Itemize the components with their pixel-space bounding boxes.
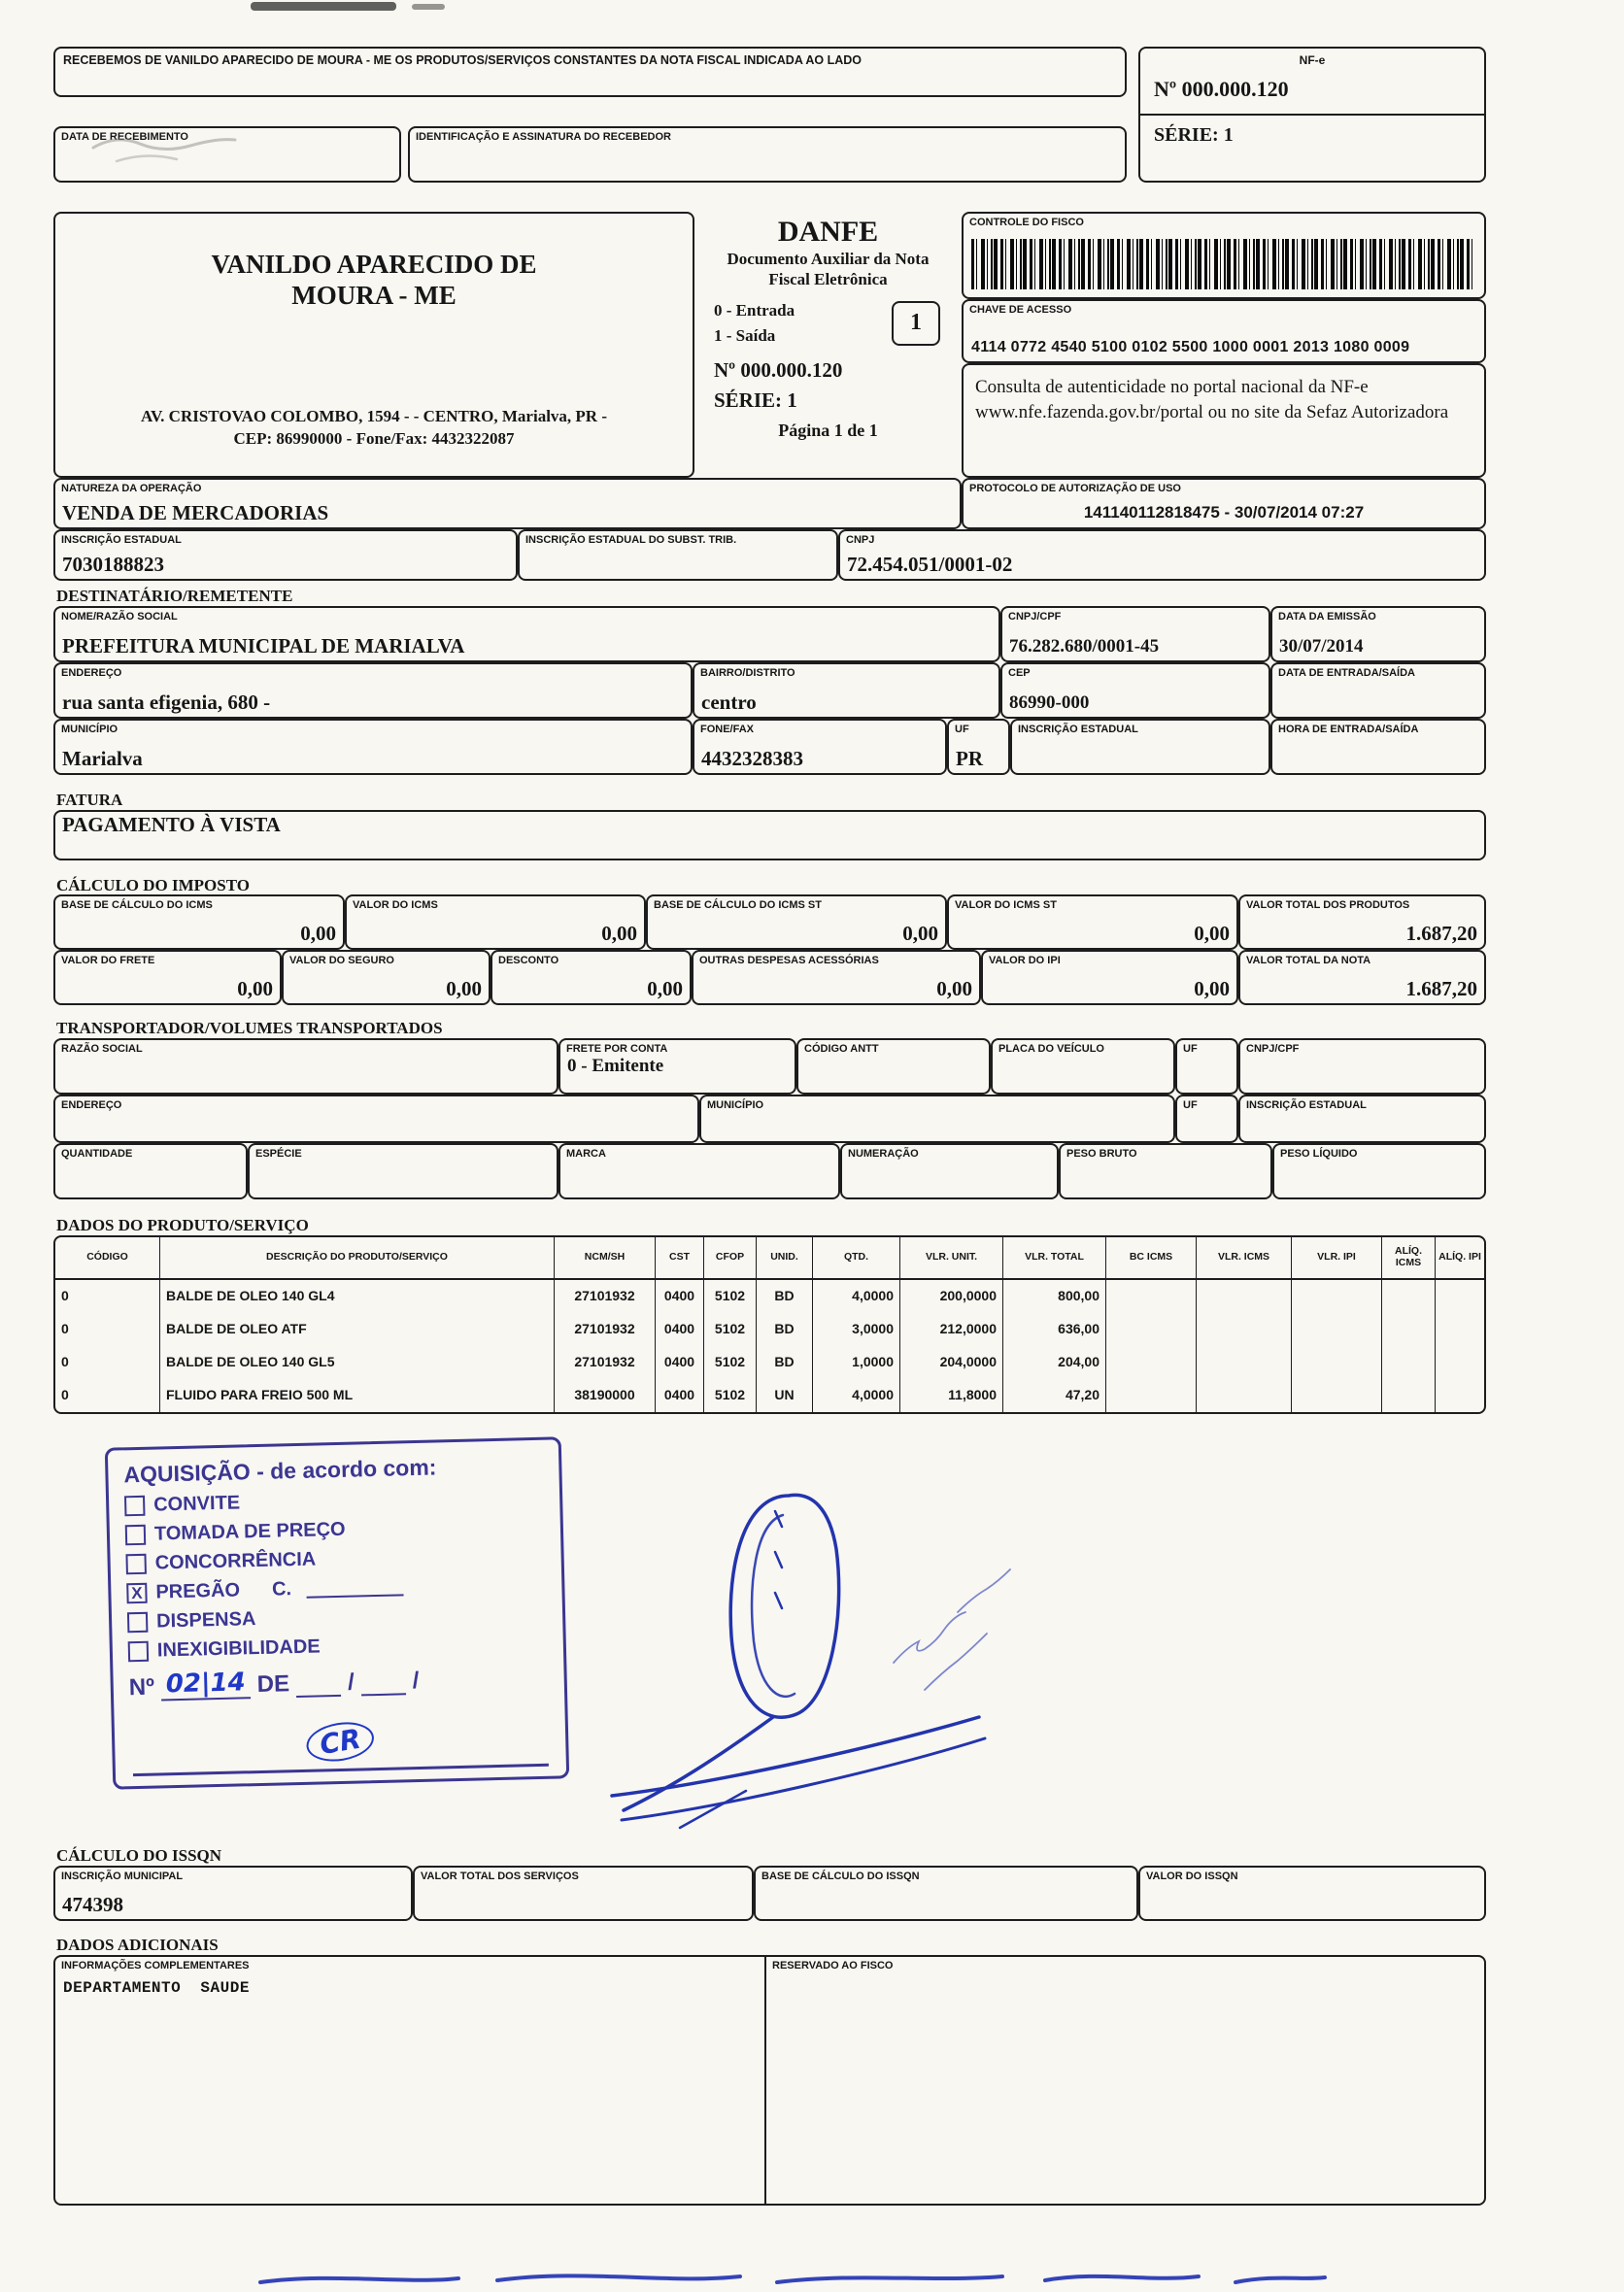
stamp-signature-line	[132, 1718, 549, 1776]
dest-cnpj-value: 76.282.680/0001-45	[1009, 636, 1160, 657]
stamp-item-label: PREGÃO	[155, 1579, 241, 1603]
dest-district-box	[693, 662, 1000, 719]
col-header: CST	[656, 1237, 704, 1280]
danfe-subtitle	[694, 249, 962, 290]
additional-data-box	[53, 1955, 1486, 2206]
product-cell: 5102	[704, 1280, 757, 1313]
complementary-info-label: INFORMAÇÕES COMPLEMENTARES	[61, 1960, 250, 1972]
product-cell: BALDE DE OLEO ATF	[160, 1313, 555, 1346]
stamp-date-blank	[361, 1675, 406, 1696]
product-cell: 204,0000	[900, 1346, 1003, 1379]
vlr-icms-value: 0,00	[601, 921, 637, 945]
authenticity-box	[962, 363, 1486, 478]
transp-peso-liquido-box	[1272, 1143, 1486, 1199]
transp-endereco-label: ENDEREÇO	[61, 1099, 122, 1111]
dest-name-value: PREFEITURA MUNICIPAL DE MARIALVA	[62, 633, 465, 657]
col-header: DESCRIÇÃO DO PRODUTO/SERVIÇO	[160, 1237, 555, 1280]
faint-script-ink	[894, 1569, 1010, 1690]
bc-icms-st-value: 0,00	[902, 921, 938, 945]
emitter-address-line2: CEP: 86990000 - Fone/Fax: 4432322087	[233, 429, 515, 449]
transp-antt-label: CÓDIGO ANTT	[804, 1043, 879, 1055]
outras-despesas-box	[692, 950, 981, 1005]
frete-box	[53, 950, 282, 1005]
transp-frete-conta-box	[558, 1038, 796, 1095]
product-cell: BALDE DE OLEO 140 GL4	[160, 1280, 555, 1313]
transp-peso-bruto-box	[1059, 1143, 1272, 1199]
fisco-control-label: CONTROLE DO FISCO	[969, 217, 1084, 228]
seguro-value: 0,00	[446, 976, 482, 1000]
stamp-item-label: DISPENSA	[155, 1608, 256, 1633]
transp-quantidade-label: QUANTIDADE	[61, 1148, 133, 1160]
col-header: ALÍQ. IPI	[1436, 1237, 1484, 1280]
dest-emission-box	[1270, 606, 1486, 662]
dest-address-label: ENDEREÇO	[61, 667, 122, 679]
stamp-item-label: INEXIGIBILIDADE	[156, 1635, 321, 1662]
dest-district-label: BAIRRO/DISTRITO	[700, 667, 795, 679]
dest-phone-box	[693, 719, 947, 775]
stamp-blank-line	[306, 1578, 403, 1598]
product-cell: 3,0000	[813, 1313, 900, 1346]
total-nota-label: VALOR TOTAL DA NOTA	[1246, 955, 1371, 966]
stamp-slash: /	[412, 1667, 420, 1695]
dest-entry-date-box	[1270, 662, 1486, 719]
total-produtos-label: VALOR TOTAL DOS PRODUTOS	[1246, 899, 1410, 911]
product-cell: UN	[757, 1379, 813, 1412]
section-fatura: FATURA	[56, 791, 123, 809]
access-key-box	[962, 299, 1486, 363]
emitter-name	[55, 249, 693, 312]
subst-registration-label: INSCRIÇÃO ESTADUAL DO SUBST. TRIB.	[525, 534, 737, 546]
scan-edge-artifact	[251, 2, 445, 11]
dest-entry-date-label: DATA DE ENTRADA/SAÍDA	[1278, 667, 1415, 679]
dest-emission-value: 30/07/2014	[1279, 636, 1364, 657]
dest-cep-value: 86990-000	[1009, 692, 1090, 714]
product-cell: 27101932	[555, 1280, 656, 1313]
state-registration-label: INSCRIÇÃO ESTADUAL	[61, 534, 182, 546]
fatura-box	[53, 810, 1486, 860]
dest-city-box	[53, 719, 693, 775]
dest-name-box	[53, 606, 1000, 662]
emitter-name-line1: VANILDO APARECIDO DE	[211, 250, 537, 279]
dest-city-value: Marialva	[62, 746, 143, 770]
receipt-statement: RECEBEMOS DE VANILDO APARECIDO DE MOURA - ME OS PRODUTOS/SERVIÇOS CONSTANTES DA NOTA FISCAL INDICADA AO LADO	[63, 53, 863, 67]
transp-uf1-box	[1175, 1038, 1238, 1095]
state-registration-value: 7030188823	[62, 552, 164, 576]
transp-peso-bruto-label: PESO BRUTO	[1066, 1148, 1137, 1160]
checkbox-pregao-checked	[126, 1583, 148, 1604]
emitter-name-line2: MOURA - ME	[291, 281, 457, 311]
checkbox-dispensa	[127, 1612, 149, 1634]
issqn-servicos-box	[413, 1866, 754, 1921]
authenticity-text: Consulta de autenticidade no portal nacional da NF-e www.nfe.fazenda.gov.br/portal ou no site da Sefaz Autorizadora	[975, 377, 1449, 422]
col-header: ALÍQ. ICMS	[1382, 1237, 1436, 1280]
stamp-item	[124, 1485, 544, 1518]
operation-nature-value: VENDA DE MERCADORIAS	[62, 500, 329, 524]
product-cell: 27101932	[555, 1313, 656, 1346]
state-registration-box	[53, 529, 518, 581]
dest-entry-time-box	[1270, 719, 1486, 775]
dest-ie-label: INSCRIÇÃO ESTADUAL	[1018, 724, 1138, 735]
product-cell-empty	[1436, 1313, 1484, 1346]
stamp-number-row	[128, 1663, 549, 1702]
handwritten-number: 02|14	[165, 1668, 247, 1700]
emitter-address	[63, 406, 685, 451]
transp-placa-label: PLACA DO VEÍCULO	[998, 1043, 1104, 1055]
dest-address-box	[53, 662, 693, 719]
outras-despesas-label: OUTRAS DESPESAS ACESSÓRIAS	[699, 955, 879, 966]
fisco-control-box	[962, 212, 1486, 299]
col-header: BC ICMS	[1106, 1237, 1197, 1280]
dest-district-value: centro	[701, 690, 757, 714]
operation-nature-label: NATUREZA DA OPERAÇÃO	[61, 483, 202, 494]
checkbox-x-mark: X	[131, 1583, 143, 1602]
stamp-title: AQUISIÇÃO - de acordo com:	[123, 1454, 437, 1488]
bc-icms-st-label: BASE DE CÁLCULO DO ICMS ST	[654, 899, 822, 911]
danfe-saida: 1 - Saída	[714, 325, 776, 345]
stamp-item	[127, 1601, 547, 1635]
product-cell: BD	[757, 1280, 813, 1313]
stamp-date-blank	[296, 1677, 341, 1698]
vlr-icms-box	[345, 894, 646, 950]
section-produtos: DADOS DO PRODUTO/SERVIÇO	[56, 1216, 309, 1234]
product-cell: 5102	[704, 1313, 757, 1346]
stamp-de-label: DE	[256, 1670, 290, 1699]
col-header: QTD.	[813, 1237, 900, 1280]
total-nota-box	[1238, 950, 1486, 1005]
issqn-inscricao-value: 474398	[62, 1892, 123, 1916]
section-transportador: TRANSPORTADOR/VOLUMES TRANSPORTADOS	[56, 1019, 443, 1037]
product-cell: 4,0000	[813, 1280, 900, 1313]
product-cell-empty	[1106, 1280, 1197, 1313]
nfe-tag: NF-e	[1299, 53, 1326, 67]
dest-uf-label: UF	[955, 724, 969, 735]
product-cell: BD	[757, 1313, 813, 1346]
col-header: VLR. UNIT.	[900, 1237, 1003, 1280]
total-produtos-box	[1238, 894, 1486, 950]
transp-especie-label: ESPÉCIE	[255, 1148, 302, 1160]
stamp-initials: CR	[303, 1717, 377, 1766]
desconto-label: DESCONTO	[498, 955, 559, 966]
product-row: 0	[55, 1379, 160, 1412]
total-nota-value: 1.687,20	[1405, 976, 1477, 1000]
transp-cnpj-box	[1238, 1038, 1486, 1095]
product-cell-empty	[1292, 1280, 1382, 1313]
product-cell-empty	[1292, 1313, 1382, 1346]
stamp-item-label: CONVITE	[152, 1492, 241, 1516]
frete-label: VALOR DO FRETE	[61, 955, 155, 966]
product-cell-empty	[1382, 1313, 1436, 1346]
fisco-reserved-pane	[766, 1957, 1484, 2204]
subst-registration-box	[518, 529, 838, 581]
checkbox-concorrencia	[125, 1554, 147, 1575]
dest-city-label: MUNICÍPIO	[61, 724, 118, 735]
product-cell-empty	[1436, 1280, 1484, 1313]
transp-endereco-box	[53, 1095, 699, 1143]
receipt-statement-box	[53, 47, 1127, 97]
dest-entry-time-label: HORA DE ENTRADA/SAÍDA	[1278, 724, 1419, 735]
stamp-item	[125, 1514, 545, 1547]
transp-razao-box	[53, 1038, 558, 1095]
transp-quantidade-box	[53, 1143, 248, 1199]
signature-ink	[612, 1495, 985, 1828]
transp-cnpj-label: CNPJ/CPF	[1246, 1043, 1300, 1055]
dest-emission-label: DATA DA EMISSÃO	[1278, 611, 1376, 623]
product-cell: 27101932	[555, 1346, 656, 1379]
product-cell-empty	[1436, 1379, 1484, 1412]
dest-cnpj-box	[1000, 606, 1270, 662]
product-cell-empty	[1197, 1313, 1292, 1346]
bc-icms-value: 0,00	[300, 921, 336, 945]
transp-municipio-label: MUNICÍPIO	[707, 1099, 764, 1111]
protocol-box	[962, 478, 1486, 529]
stamp-numero-blank	[161, 1669, 252, 1701]
transp-antt-box	[796, 1038, 991, 1095]
issqn-base-box	[754, 1866, 1138, 1921]
transp-municipio-box	[699, 1095, 1175, 1143]
col-header: NCM/SH	[555, 1237, 656, 1280]
product-cell-empty	[1382, 1346, 1436, 1379]
receipt-signature-box	[408, 126, 1127, 183]
dest-name-label: NOME/RAZÃO SOCIAL	[61, 611, 178, 623]
product-cell: 0400	[656, 1379, 704, 1412]
danfe-subtitle-line1: Documento Auxiliar da Nota	[727, 250, 930, 268]
section-destinatario: DESTINATÁRIO/REMETENTE	[56, 587, 293, 605]
col-header: CFOP	[704, 1237, 757, 1280]
product-cell-empty	[1197, 1280, 1292, 1313]
product-cell-empty	[1106, 1379, 1197, 1412]
product-row: 0	[55, 1346, 160, 1379]
dest-address-value: rua santa efigenia, 680 -	[62, 690, 271, 714]
desconto-box	[491, 950, 692, 1005]
stamp-item-label: TOMADA DE PREÇO	[153, 1518, 346, 1545]
section-issqn: CÁLCULO DO ISSQN	[56, 1846, 222, 1865]
barcode	[971, 239, 1476, 289]
seguro-box	[282, 950, 491, 1005]
bc-icms-box	[53, 894, 345, 950]
nfe-series: SÉRIE: 1	[1154, 124, 1234, 146]
product-cell: 4,0000	[813, 1379, 900, 1412]
transp-uf2-label: UF	[1183, 1099, 1198, 1111]
product-row: 0	[55, 1313, 160, 1346]
danfe-series: SÉRIE: 1	[714, 388, 797, 413]
stamp-slash: /	[347, 1668, 355, 1696]
receipt-date-label: DATA DE RECEBIMENTO	[61, 131, 188, 143]
product-cell: 212,0000	[900, 1313, 1003, 1346]
product-cell: 0400	[656, 1313, 704, 1346]
danfe-header	[694, 212, 962, 478]
cnpj-label: CNPJ	[846, 534, 875, 546]
vlr-icms-st-value: 0,00	[1194, 921, 1230, 945]
vlr-icms-label: VALOR DO ICMS	[353, 899, 438, 911]
col-header: VLR. IPI	[1292, 1237, 1382, 1280]
transp-numeracao-box	[840, 1143, 1059, 1199]
danfe-subtitle-line2: Fiscal Eletrônica	[768, 270, 888, 289]
dest-uf-box	[947, 719, 1010, 775]
dest-cep-label: CEP	[1008, 667, 1031, 679]
receipt-nfe-box	[1138, 47, 1486, 183]
product-cell-empty	[1197, 1346, 1292, 1379]
stamp-item-label: CONCORRÊNCIA	[154, 1548, 317, 1574]
complementary-info-pane	[55, 1957, 766, 2204]
dest-ie-box	[1010, 719, 1270, 775]
product-cell: 204,00	[1003, 1346, 1106, 1379]
danfe-number: Nº 000.000.120	[714, 358, 843, 383]
product-cell-empty	[1106, 1346, 1197, 1379]
protocol-value: 141140112818475 - 30/07/2014 07:27	[1083, 503, 1365, 522]
issqn-base-label: BASE DE CÁLCULO DO ISSQN	[761, 1871, 920, 1882]
checkbox-tomada	[125, 1525, 147, 1546]
product-cell: 800,00	[1003, 1280, 1106, 1313]
product-cell-empty	[1292, 1379, 1382, 1412]
desconto-value: 0,00	[647, 976, 683, 1000]
checkbox-convite	[124, 1496, 146, 1517]
dest-cep-box	[1000, 662, 1270, 719]
cnpj-box	[838, 529, 1486, 581]
emitter-box	[53, 212, 694, 478]
stamp-item	[126, 1572, 546, 1605]
col-header: VLR. TOTAL	[1003, 1237, 1106, 1280]
total-produtos-value: 1.687,20	[1405, 921, 1477, 945]
transp-frete-conta-value: 0 - Emitente	[567, 1056, 664, 1077]
issqn-valor-box	[1138, 1866, 1486, 1921]
col-header: VLR. ICMS	[1197, 1237, 1292, 1280]
frete-value: 0,00	[237, 976, 273, 1000]
operation-nature-box	[53, 478, 962, 529]
seguro-label: VALOR DO SEGURO	[289, 955, 394, 966]
dest-phone-value: 4432328383	[701, 746, 803, 770]
danfe-entry-exit-lines	[714, 298, 795, 350]
dest-phone-label: FONE/FAX	[700, 724, 755, 735]
product-cell: 0400	[656, 1346, 704, 1379]
stamp-item	[128, 1631, 548, 1664]
product-row: 0	[55, 1280, 160, 1313]
product-cell-empty	[1197, 1379, 1292, 1412]
transp-numeracao-label: NUMERAÇÃO	[848, 1148, 919, 1160]
product-cell-empty	[1436, 1346, 1484, 1379]
product-cell: BD	[757, 1346, 813, 1379]
issqn-servicos-label: VALOR TOTAL DOS SERVIÇOS	[421, 1871, 579, 1882]
fisco-reserved-label: RESERVADO AO FISCO	[772, 1960, 894, 1972]
product-cell-empty	[1106, 1313, 1197, 1346]
dest-uf-value: PR	[956, 746, 983, 770]
product-cell: 0400	[656, 1280, 704, 1313]
danfe-entrada: 0 - Entrada	[714, 300, 795, 320]
product-cell: 38190000	[555, 1379, 656, 1412]
stamp-item	[125, 1543, 545, 1576]
product-cell: 200,0000	[900, 1280, 1003, 1313]
protocol-label: PROTOCOLO DE AUTORIZAÇÃO DE USO	[969, 483, 1181, 494]
product-cell: 636,00	[1003, 1313, 1106, 1346]
bc-icms-st-box	[646, 894, 947, 950]
receipt-date-box	[53, 126, 401, 183]
bottom-scribble-ink	[260, 2275, 1325, 2282]
transp-ie-label: INSCRIÇÃO ESTADUAL	[1246, 1099, 1367, 1111]
vlr-ipi-box	[981, 950, 1238, 1005]
bc-icms-label: BASE DE CÁLCULO DO ICMS	[61, 899, 213, 911]
product-cell: 11,8000	[900, 1379, 1003, 1412]
complementary-info-value: DEPARTAMENTO SAUDE	[63, 1979, 250, 1998]
transp-frete-conta-label: FRETE POR CONTA	[566, 1043, 668, 1055]
issqn-inscricao-label: INSCRIÇÃO MUNICIPAL	[61, 1871, 184, 1882]
transp-uf2-box	[1175, 1095, 1238, 1143]
checkbox-inexigibilidade	[128, 1641, 150, 1663]
danfe-entry-exit	[694, 298, 962, 350]
col-header: UNID.	[757, 1237, 813, 1280]
transp-ie-box	[1238, 1095, 1486, 1143]
vlr-ipi-value: 0,00	[1194, 976, 1230, 1000]
danfe-tipo-box: 1	[892, 301, 940, 346]
transp-peso-liquido-label: PESO LÍQUIDO	[1280, 1148, 1358, 1160]
danfe-page: Página 1 de 1	[778, 421, 878, 441]
outras-despesas-value: 0,00	[936, 976, 972, 1000]
product-cell: 5102	[704, 1379, 757, 1412]
products-table	[53, 1235, 1486, 1414]
product-cell: 47,20	[1003, 1379, 1106, 1412]
vlr-icms-st-label: VALOR DO ICMS ST	[955, 899, 1057, 911]
vlr-ipi-label: VALOR DO IPI	[989, 955, 1061, 966]
section-adicionais: DADOS ADICIONAIS	[56, 1936, 219, 1954]
emitter-address-line1: AV. CRISTOVAO COLOMBO, 1594 - - CENTRO, Marialva, PR -	[141, 407, 607, 426]
acquisition-stamp	[105, 1436, 569, 1789]
col-header: CÓDIGO	[55, 1237, 160, 1280]
receipt-signature-label: IDENTIFICAÇÃO E ASSINATURA DO RECEBEDOR	[416, 131, 671, 143]
cnpj-value: 72.454.051/0001-02	[847, 552, 1013, 576]
product-cell: 1,0000	[813, 1346, 900, 1379]
transp-uf1-label: UF	[1183, 1043, 1198, 1055]
access-key-value: 4114 0772 4540 5100 0102 5500 1000 0001 2013 1080 0009	[971, 339, 1410, 355]
transp-marca-label: MARCA	[566, 1148, 606, 1160]
section-imposto: CÁLCULO DO IMPOSTO	[56, 876, 250, 894]
fatura-value: PAGAMENTO À VISTA	[62, 813, 281, 836]
product-cell: FLUIDO PARA FREIO 500 ML	[160, 1379, 555, 1412]
product-cell-empty	[1382, 1280, 1436, 1313]
transp-marca-box	[558, 1143, 840, 1199]
product-cell: BALDE DE OLEO 140 GL5	[160, 1346, 555, 1379]
issqn-valor-label: VALOR DO ISSQN	[1146, 1871, 1238, 1882]
transp-especie-box	[248, 1143, 558, 1199]
product-cell: 5102	[704, 1346, 757, 1379]
product-cell-empty	[1382, 1379, 1436, 1412]
stamp-numero-label: Nº	[128, 1673, 155, 1702]
product-cell-empty	[1292, 1346, 1382, 1379]
stamp-c-label: C.	[271, 1578, 292, 1601]
danfe-title: DANFE	[777, 216, 879, 248]
dest-cnpj-label: CNPJ/CPF	[1008, 611, 1062, 623]
issqn-inscricao-box	[53, 1866, 413, 1921]
access-key-label: CHAVE DE ACESSO	[969, 304, 1072, 316]
nfe-number: Nº 000.000.120	[1154, 77, 1289, 101]
transp-placa-box	[991, 1038, 1175, 1095]
transp-razao-label: RAZÃO SOCIAL	[61, 1043, 143, 1055]
vlr-icms-st-box	[947, 894, 1238, 950]
